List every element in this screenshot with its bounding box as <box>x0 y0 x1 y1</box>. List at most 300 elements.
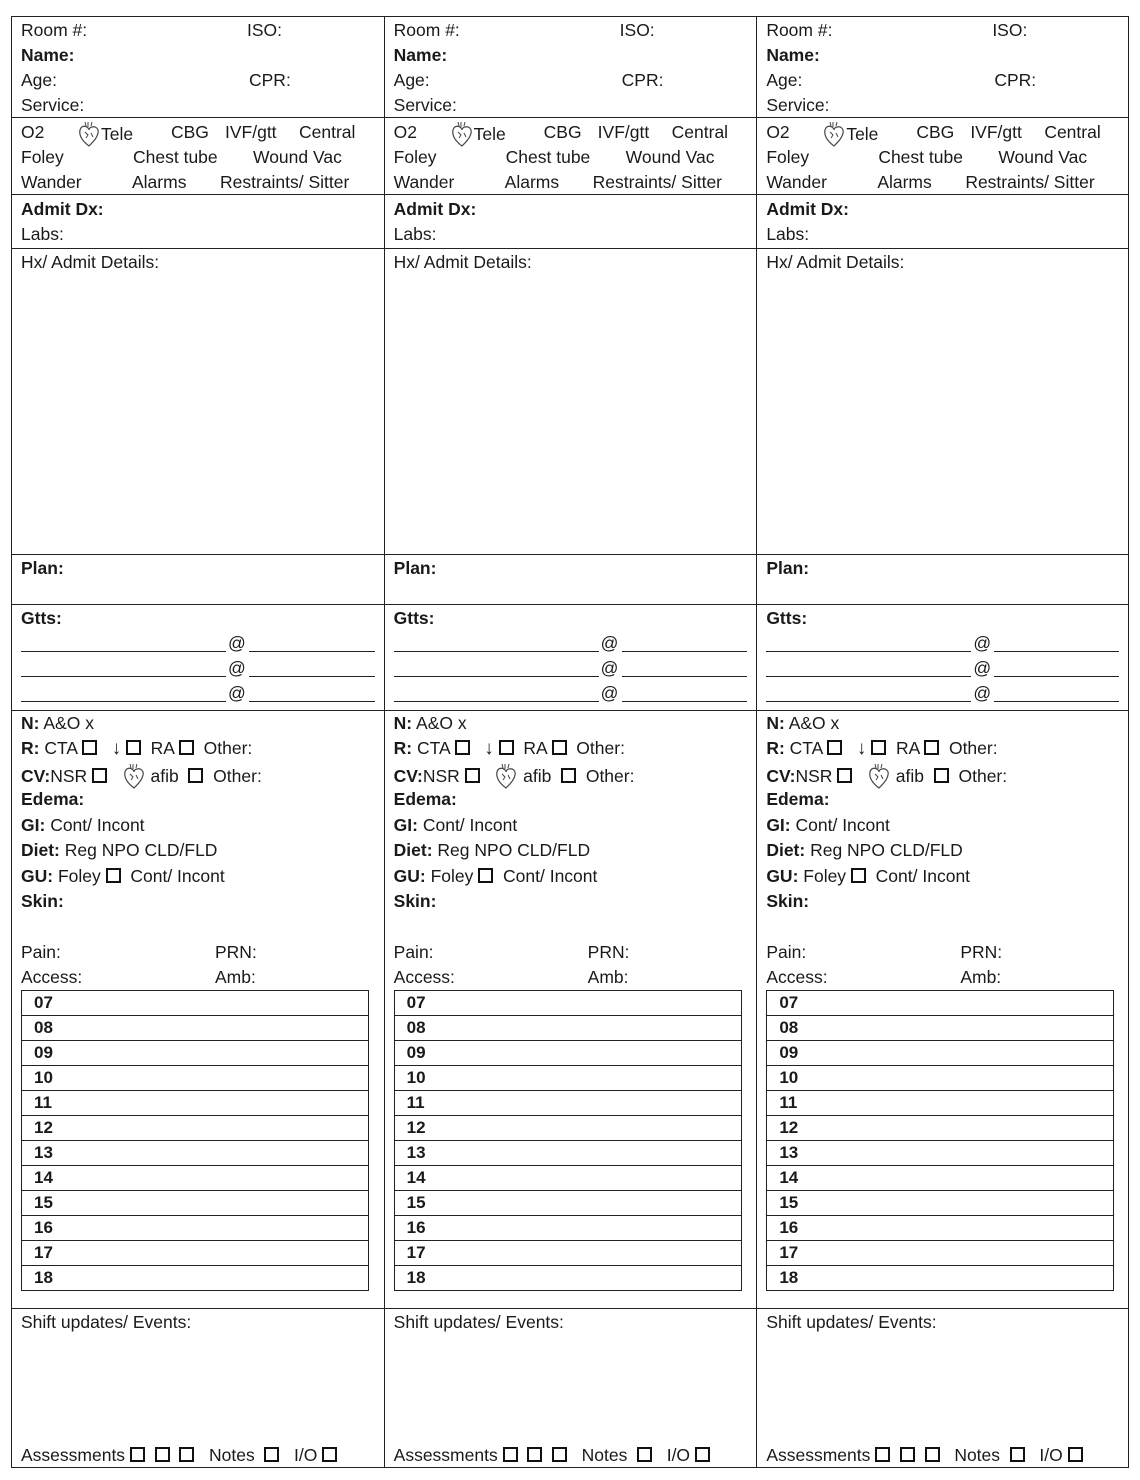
age-label: Age: <box>393 70 430 90</box>
plan-label: Plan: <box>393 558 437 578</box>
history-section <box>757 249 1128 555</box>
afib-checkbox[interactable] <box>561 768 576 783</box>
cta-label: CTA <box>417 738 450 758</box>
access-label: Access: <box>21 967 83 987</box>
wound-vac-label: Wound Vac <box>998 147 1088 167</box>
hour-cell[interactable]: 17 <box>394 1241 741 1266</box>
gu-row <box>21 864 375 889</box>
shift-label: Shift updates/ Events: <box>766 1312 937 1332</box>
gi-label: GI: <box>21 815 46 835</box>
gu-label: GU: <box>766 866 799 886</box>
hour-cell[interactable]: 14 <box>767 1166 1114 1191</box>
resp-row <box>766 736 1119 761</box>
gu-text: Cont/ Incont <box>130 866 225 886</box>
resp-other-label: Other: <box>948 738 998 758</box>
devices-section <box>757 118 1128 195</box>
hour-cell[interactable]: 10 <box>394 1066 741 1091</box>
o2-label: O2 <box>766 122 790 142</box>
diminished-checkbox[interactable] <box>126 740 141 755</box>
hour-cell[interactable]: 15 <box>767 1191 1114 1216</box>
iso-label: ISO: <box>619 20 655 40</box>
plan-section <box>12 555 384 605</box>
nsr-label: NSR <box>50 766 88 786</box>
gi-text: Cont/ Incont <box>422 815 518 835</box>
at-sign: @ <box>973 633 992 653</box>
hour-cell[interactable]: 07 <box>22 991 369 1016</box>
patient-column <box>384 16 757 1468</box>
assessment-checkbox[interactable] <box>503 1447 518 1462</box>
devices-row-1 <box>394 120 748 145</box>
heart-icon <box>867 762 891 790</box>
hour-row <box>22 1116 369 1141</box>
room-row <box>766 18 1119 43</box>
diet-text: Reg NPO CLD/FLD <box>437 840 591 860</box>
name-label: Name: <box>766 45 820 65</box>
notes-label: Notes <box>954 1445 1001 1465</box>
pain-row <box>394 940 748 965</box>
devices-row-1 <box>21 120 375 145</box>
hour-row <box>767 1141 1114 1166</box>
shift-label: Shift updates/ Events: <box>393 1312 564 1332</box>
hour-cell[interactable]: 15 <box>22 1191 369 1216</box>
nsr-checkbox[interactable] <box>92 768 107 783</box>
hour-row <box>394 1041 741 1066</box>
restraints-label: Restraints/ Sitter <box>220 172 350 192</box>
assessment-checkbox[interactable] <box>875 1447 890 1462</box>
hour-row <box>394 1066 741 1091</box>
cv-label: CV: <box>21 766 51 786</box>
ra-label: RA <box>150 738 175 758</box>
hour-cell[interactable]: 08 <box>394 1016 741 1041</box>
gtts-section <box>757 605 1128 711</box>
hour-row <box>767 1041 1114 1066</box>
gtt-line <box>766 631 1119 656</box>
hour-row <box>767 1116 1114 1141</box>
cv-other-label: Other: <box>585 766 635 786</box>
hour-row <box>22 1191 369 1216</box>
plan-label: Plan: <box>21 558 64 578</box>
devices-row-2 <box>766 145 1119 170</box>
access-row <box>766 965 1119 990</box>
patient-column <box>11 16 384 1468</box>
gtts-label: Gtts: <box>766 608 808 628</box>
hour-cell[interactable]: 09 <box>394 1041 741 1066</box>
ra-label: RA <box>895 738 920 758</box>
diet-label: Diet: <box>393 840 433 860</box>
labs-label: Labs: <box>393 224 437 244</box>
afib-checkbox[interactable] <box>934 768 949 783</box>
hour-row <box>767 1066 1114 1091</box>
notes-checkbox[interactable] <box>637 1447 652 1462</box>
io-checkbox[interactable] <box>1068 1447 1083 1462</box>
assessments-label: Assessments <box>21 1445 126 1465</box>
neuro-row <box>766 711 1119 736</box>
pain-label: Pain: <box>393 942 434 962</box>
prn-label: PRN: <box>215 942 257 962</box>
alarms-label: Alarms <box>877 172 932 192</box>
hour-row <box>394 1016 741 1041</box>
r-label: R: <box>21 738 40 758</box>
notes-checkbox[interactable] <box>1010 1447 1025 1462</box>
admit-dx-label: Admit Dx: <box>766 199 849 219</box>
hour-row <box>22 1166 369 1191</box>
gu-foley-label: Foley <box>803 866 847 886</box>
hour-row <box>767 1266 1114 1291</box>
cbg-label: CBG <box>171 122 209 142</box>
at-sign: @ <box>973 683 992 703</box>
service-label: Service: <box>766 95 830 115</box>
hour-cell[interactable]: 11 <box>22 1091 369 1116</box>
cta-checkbox[interactable] <box>827 740 842 755</box>
access-label: Access: <box>766 967 828 987</box>
chest-tube-label: Chest tube <box>133 147 218 167</box>
io-label: I/O <box>1039 1445 1063 1465</box>
diet-label: Diet: <box>766 840 806 860</box>
hour-row <box>767 1216 1114 1241</box>
labs-label: Labs: <box>766 224 810 244</box>
hour-cell[interactable]: 16 <box>22 1216 369 1241</box>
restraints-label: Restraints/ Sitter <box>965 172 1095 192</box>
pain-row <box>766 940 1119 965</box>
hour-row <box>394 1191 741 1216</box>
cpr-label: CPR: <box>621 70 664 90</box>
admit-section <box>12 195 384 249</box>
diet-text: Reg NPO CLD/FLD <box>64 840 218 860</box>
hour-row <box>394 1166 741 1191</box>
gi-row <box>394 813 748 838</box>
cbg-label: CBG <box>543 122 582 142</box>
central-label: Central <box>299 122 356 142</box>
foley-label: Foley <box>393 147 437 167</box>
hourly-table <box>21 990 369 1291</box>
down-arrow-icon: ↓ <box>856 738 867 759</box>
foley-label: Foley <box>766 147 810 167</box>
r-label: R: <box>393 738 413 758</box>
io-label: I/O <box>294 1445 318 1465</box>
cta-label: CTA <box>44 738 78 758</box>
hour-cell[interactable]: 09 <box>22 1041 369 1066</box>
gtt-line <box>21 631 375 656</box>
hour-cell[interactable]: 17 <box>767 1241 1114 1266</box>
age-row <box>766 68 1119 93</box>
hour-cell[interactable]: 08 <box>22 1016 369 1041</box>
tele-item <box>77 120 133 148</box>
gtt-line <box>394 631 748 656</box>
cv-row <box>21 762 375 787</box>
edema-label: Edema: <box>393 789 457 809</box>
iso-label: ISO: <box>992 20 1028 40</box>
neuro-row <box>394 711 748 736</box>
service-label: Service: <box>393 95 457 115</box>
at-sign: @ <box>600 633 619 653</box>
hour-cell[interactable]: 10 <box>767 1066 1114 1091</box>
at-sign: @ <box>600 658 619 678</box>
labs-label: Labs: <box>21 224 64 244</box>
afib-checkbox[interactable] <box>188 768 203 783</box>
hour-row <box>22 1091 369 1116</box>
amb-label: Amb: <box>587 967 629 987</box>
notes-checkbox[interactable] <box>264 1447 279 1462</box>
hour-cell[interactable]: 18 <box>394 1266 741 1291</box>
plan-label: Plan: <box>766 558 810 578</box>
gtts-section <box>385 605 757 711</box>
cta-label: CTA <box>789 738 823 758</box>
restraints-label: Restraints/ Sitter <box>592 172 723 192</box>
cv-row <box>766 762 1119 787</box>
cta-checkbox[interactable] <box>455 740 470 755</box>
neuro-row <box>21 711 375 736</box>
central-label: Central <box>671 122 729 142</box>
gtts-section <box>12 605 384 711</box>
nsr-checkbox[interactable] <box>837 768 852 783</box>
afib-label: afib <box>150 766 179 786</box>
tele-label: Tele <box>473 124 506 144</box>
hour-row <box>394 1216 741 1241</box>
hour-row <box>22 1141 369 1166</box>
cpr-label: CPR: <box>994 70 1037 90</box>
gi-text: Cont/ Incont <box>795 815 890 835</box>
resp-other-label: Other: <box>576 738 625 758</box>
assessment-checkbox[interactable] <box>552 1447 567 1462</box>
alarms-label: Alarms <box>504 172 560 192</box>
hour-cell[interactable]: 13 <box>22 1141 369 1166</box>
hour-cell[interactable]: 07 <box>767 991 1114 1016</box>
room-label: Room #: <box>393 20 460 40</box>
admit-dx-label: Admit Dx: <box>393 199 477 219</box>
hour-row <box>767 1166 1114 1191</box>
diminished-checkbox[interactable] <box>499 740 514 755</box>
gi-row <box>21 813 375 838</box>
hour-row <box>22 1241 369 1266</box>
hour-cell[interactable]: 10 <box>22 1066 369 1091</box>
pain-label: Pain: <box>21 942 61 962</box>
hour-cell[interactable]: 14 <box>394 1166 741 1191</box>
hour-row <box>767 1241 1114 1266</box>
nsr-label: NSR <box>422 766 460 786</box>
hour-cell[interactable]: 11 <box>394 1091 741 1116</box>
gu-foley-checkbox[interactable] <box>478 868 493 883</box>
diet-row <box>394 838 748 863</box>
ra-checkbox[interactable] <box>552 740 567 755</box>
tele-label: Tele <box>101 124 134 144</box>
n-text: A&O x <box>788 713 840 733</box>
hour-cell[interactable]: 17 <box>22 1241 369 1266</box>
wound-vac-label: Wound Vac <box>253 147 342 167</box>
nsr-checkbox[interactable] <box>465 768 480 783</box>
service-label: Service: <box>21 95 85 115</box>
devices-row-2 <box>394 145 748 170</box>
cbg-label: CBG <box>916 122 955 142</box>
age-row <box>394 68 748 93</box>
io-checkbox[interactable] <box>695 1447 710 1462</box>
gu-row <box>766 864 1119 889</box>
edema-label: Edema: <box>21 789 85 809</box>
cta-checkbox[interactable] <box>82 740 97 755</box>
r-label: R: <box>766 738 785 758</box>
hour-cell[interactable]: 18 <box>22 1266 369 1291</box>
n-label: N: <box>393 713 413 733</box>
hour-row <box>394 1091 741 1116</box>
cv-other-label: Other: <box>213 766 262 786</box>
hour-row <box>394 1266 741 1291</box>
afib-label: afib <box>895 766 925 786</box>
at-sign: @ <box>600 683 619 703</box>
hour-cell[interactable]: 13 <box>767 1141 1114 1166</box>
prn-label: PRN: <box>587 942 630 962</box>
notes-label: Notes <box>209 1445 255 1465</box>
ra-checkbox[interactable] <box>179 740 194 755</box>
shift-section <box>385 1309 757 1469</box>
admit-section <box>385 195 757 249</box>
foley-label: Foley <box>21 147 64 167</box>
name-label: Name: <box>21 45 75 65</box>
skin-label: Skin: <box>393 891 437 911</box>
hour-cell[interactable]: 11 <box>767 1091 1114 1116</box>
hour-cell[interactable]: 15 <box>394 1191 741 1216</box>
admit-dx-label: Admit Dx: <box>21 199 104 219</box>
iso-label: ISO: <box>247 20 283 40</box>
cv-label: CV: <box>393 766 423 786</box>
hour-row <box>394 1116 741 1141</box>
hour-row <box>22 991 369 1016</box>
devices-row-3 <box>394 170 748 195</box>
shift-label: Shift updates/ Events: <box>21 1312 192 1332</box>
ra-checkbox[interactable] <box>924 740 939 755</box>
n-text: A&O x <box>416 713 467 733</box>
patient-header <box>12 17 384 118</box>
io-checkbox[interactable] <box>322 1447 337 1462</box>
assessment-checkbox[interactable] <box>900 1447 915 1462</box>
notes-label: Notes <box>581 1445 628 1465</box>
hour-cell[interactable]: 08 <box>767 1016 1114 1041</box>
central-label: Central <box>1044 122 1101 142</box>
hour-cell[interactable]: 16 <box>394 1216 741 1241</box>
hour-row <box>394 991 741 1016</box>
assessment-checkbox[interactable] <box>527 1447 542 1462</box>
hour-cell[interactable]: 09 <box>767 1041 1114 1066</box>
room-row <box>21 18 375 43</box>
hour-cell[interactable]: 12 <box>22 1116 369 1141</box>
cv-label: CV: <box>766 766 796 786</box>
name-label: Name: <box>393 45 448 65</box>
wander-label: Wander <box>766 172 827 192</box>
gtt-line <box>21 656 375 681</box>
hour-cell[interactable]: 12 <box>767 1116 1114 1141</box>
hour-row <box>22 1041 369 1066</box>
wander-label: Wander <box>393 172 455 192</box>
plan-section <box>757 555 1128 605</box>
access-label: Access: <box>393 967 455 987</box>
diminished-checkbox[interactable] <box>871 740 886 755</box>
devices-row-3 <box>21 170 375 195</box>
age-row <box>21 68 375 93</box>
gu-foley-checkbox[interactable] <box>851 868 866 883</box>
assessments-label: Assessments <box>766 1445 871 1465</box>
heart-icon <box>822 120 846 148</box>
cv-other-label: Other: <box>958 766 1008 786</box>
hour-cell[interactable]: 18 <box>767 1266 1114 1291</box>
alarms-label: Alarms <box>132 172 187 192</box>
at-sign: @ <box>228 683 246 703</box>
footer-row <box>394 1443 748 1468</box>
hourly-table <box>766 990 1114 1291</box>
devices-section <box>12 118 384 195</box>
devices-row-3 <box>766 170 1119 195</box>
diet-label: Diet: <box>21 840 60 860</box>
hx-label: Hx/ Admit Details: <box>21 252 160 272</box>
down-arrow-icon: ↓ <box>484 738 494 759</box>
hx-label: Hx/ Admit Details: <box>766 252 905 272</box>
skin-label: Skin: <box>21 891 64 911</box>
gi-text: Cont/ Incont <box>50 815 145 835</box>
skin-label: Skin: <box>766 891 810 911</box>
amb-label: Amb: <box>215 967 256 987</box>
devices-row-2 <box>21 145 375 170</box>
hour-cell[interactable]: 07 <box>394 991 741 1016</box>
at-sign: @ <box>228 658 246 678</box>
hour-cell[interactable]: 13 <box>394 1141 741 1166</box>
tele-item <box>822 120 878 148</box>
gu-foley-checkbox[interactable] <box>106 868 121 883</box>
footer-row <box>21 1443 375 1468</box>
hour-cell[interactable]: 12 <box>394 1116 741 1141</box>
plan-section <box>385 555 757 605</box>
assessment-checkbox[interactable] <box>130 1447 145 1462</box>
gu-text: Cont/ Incont <box>875 866 971 886</box>
history-section <box>12 249 384 555</box>
gtts-label: Gtts: <box>393 608 435 628</box>
hour-cell[interactable]: 16 <box>767 1216 1114 1241</box>
gtt-line <box>21 681 375 706</box>
diet-row <box>766 838 1119 863</box>
assessment-checkbox[interactable] <box>179 1447 194 1462</box>
hourly-table <box>394 990 742 1291</box>
hx-label: Hx/ Admit Details: <box>393 252 532 272</box>
hour-cell[interactable]: 14 <box>22 1166 369 1191</box>
patient-header <box>757 17 1128 118</box>
admit-section <box>757 195 1128 249</box>
cpr-label: CPR: <box>249 70 291 90</box>
report-sheet <box>11 16 1129 1468</box>
gtt-line <box>766 681 1119 706</box>
amb-label: Amb: <box>960 967 1002 987</box>
tele-label: Tele <box>846 124 879 144</box>
gtt-line <box>394 656 748 681</box>
at-sign: @ <box>973 658 992 678</box>
pain-label: Pain: <box>766 942 807 962</box>
ivf-label: IVF/gtt <box>597 122 650 142</box>
hour-row <box>767 991 1114 1016</box>
resp-other-label: Other: <box>203 738 253 758</box>
gtts-label: Gtts: <box>21 608 62 628</box>
assessment-checkbox[interactable] <box>925 1447 940 1462</box>
o2-label: O2 <box>21 122 45 142</box>
o2-label: O2 <box>393 122 418 142</box>
patient-column <box>756 16 1129 1468</box>
prn-label: PRN: <box>960 942 1003 962</box>
wound-vac-label: Wound Vac <box>625 147 715 167</box>
ivf-label: IVF/gtt <box>225 122 277 142</box>
cv-row <box>394 762 748 787</box>
gu-text: Cont/ Incont <box>503 866 598 886</box>
chest-tube-label: Chest tube <box>505 147 591 167</box>
heart-icon <box>450 120 474 148</box>
assessment-checkbox[interactable] <box>155 1447 170 1462</box>
room-label: Room #: <box>21 20 88 40</box>
n-label: N: <box>21 713 40 733</box>
age-label: Age: <box>766 70 803 90</box>
hour-row <box>767 1091 1114 1116</box>
